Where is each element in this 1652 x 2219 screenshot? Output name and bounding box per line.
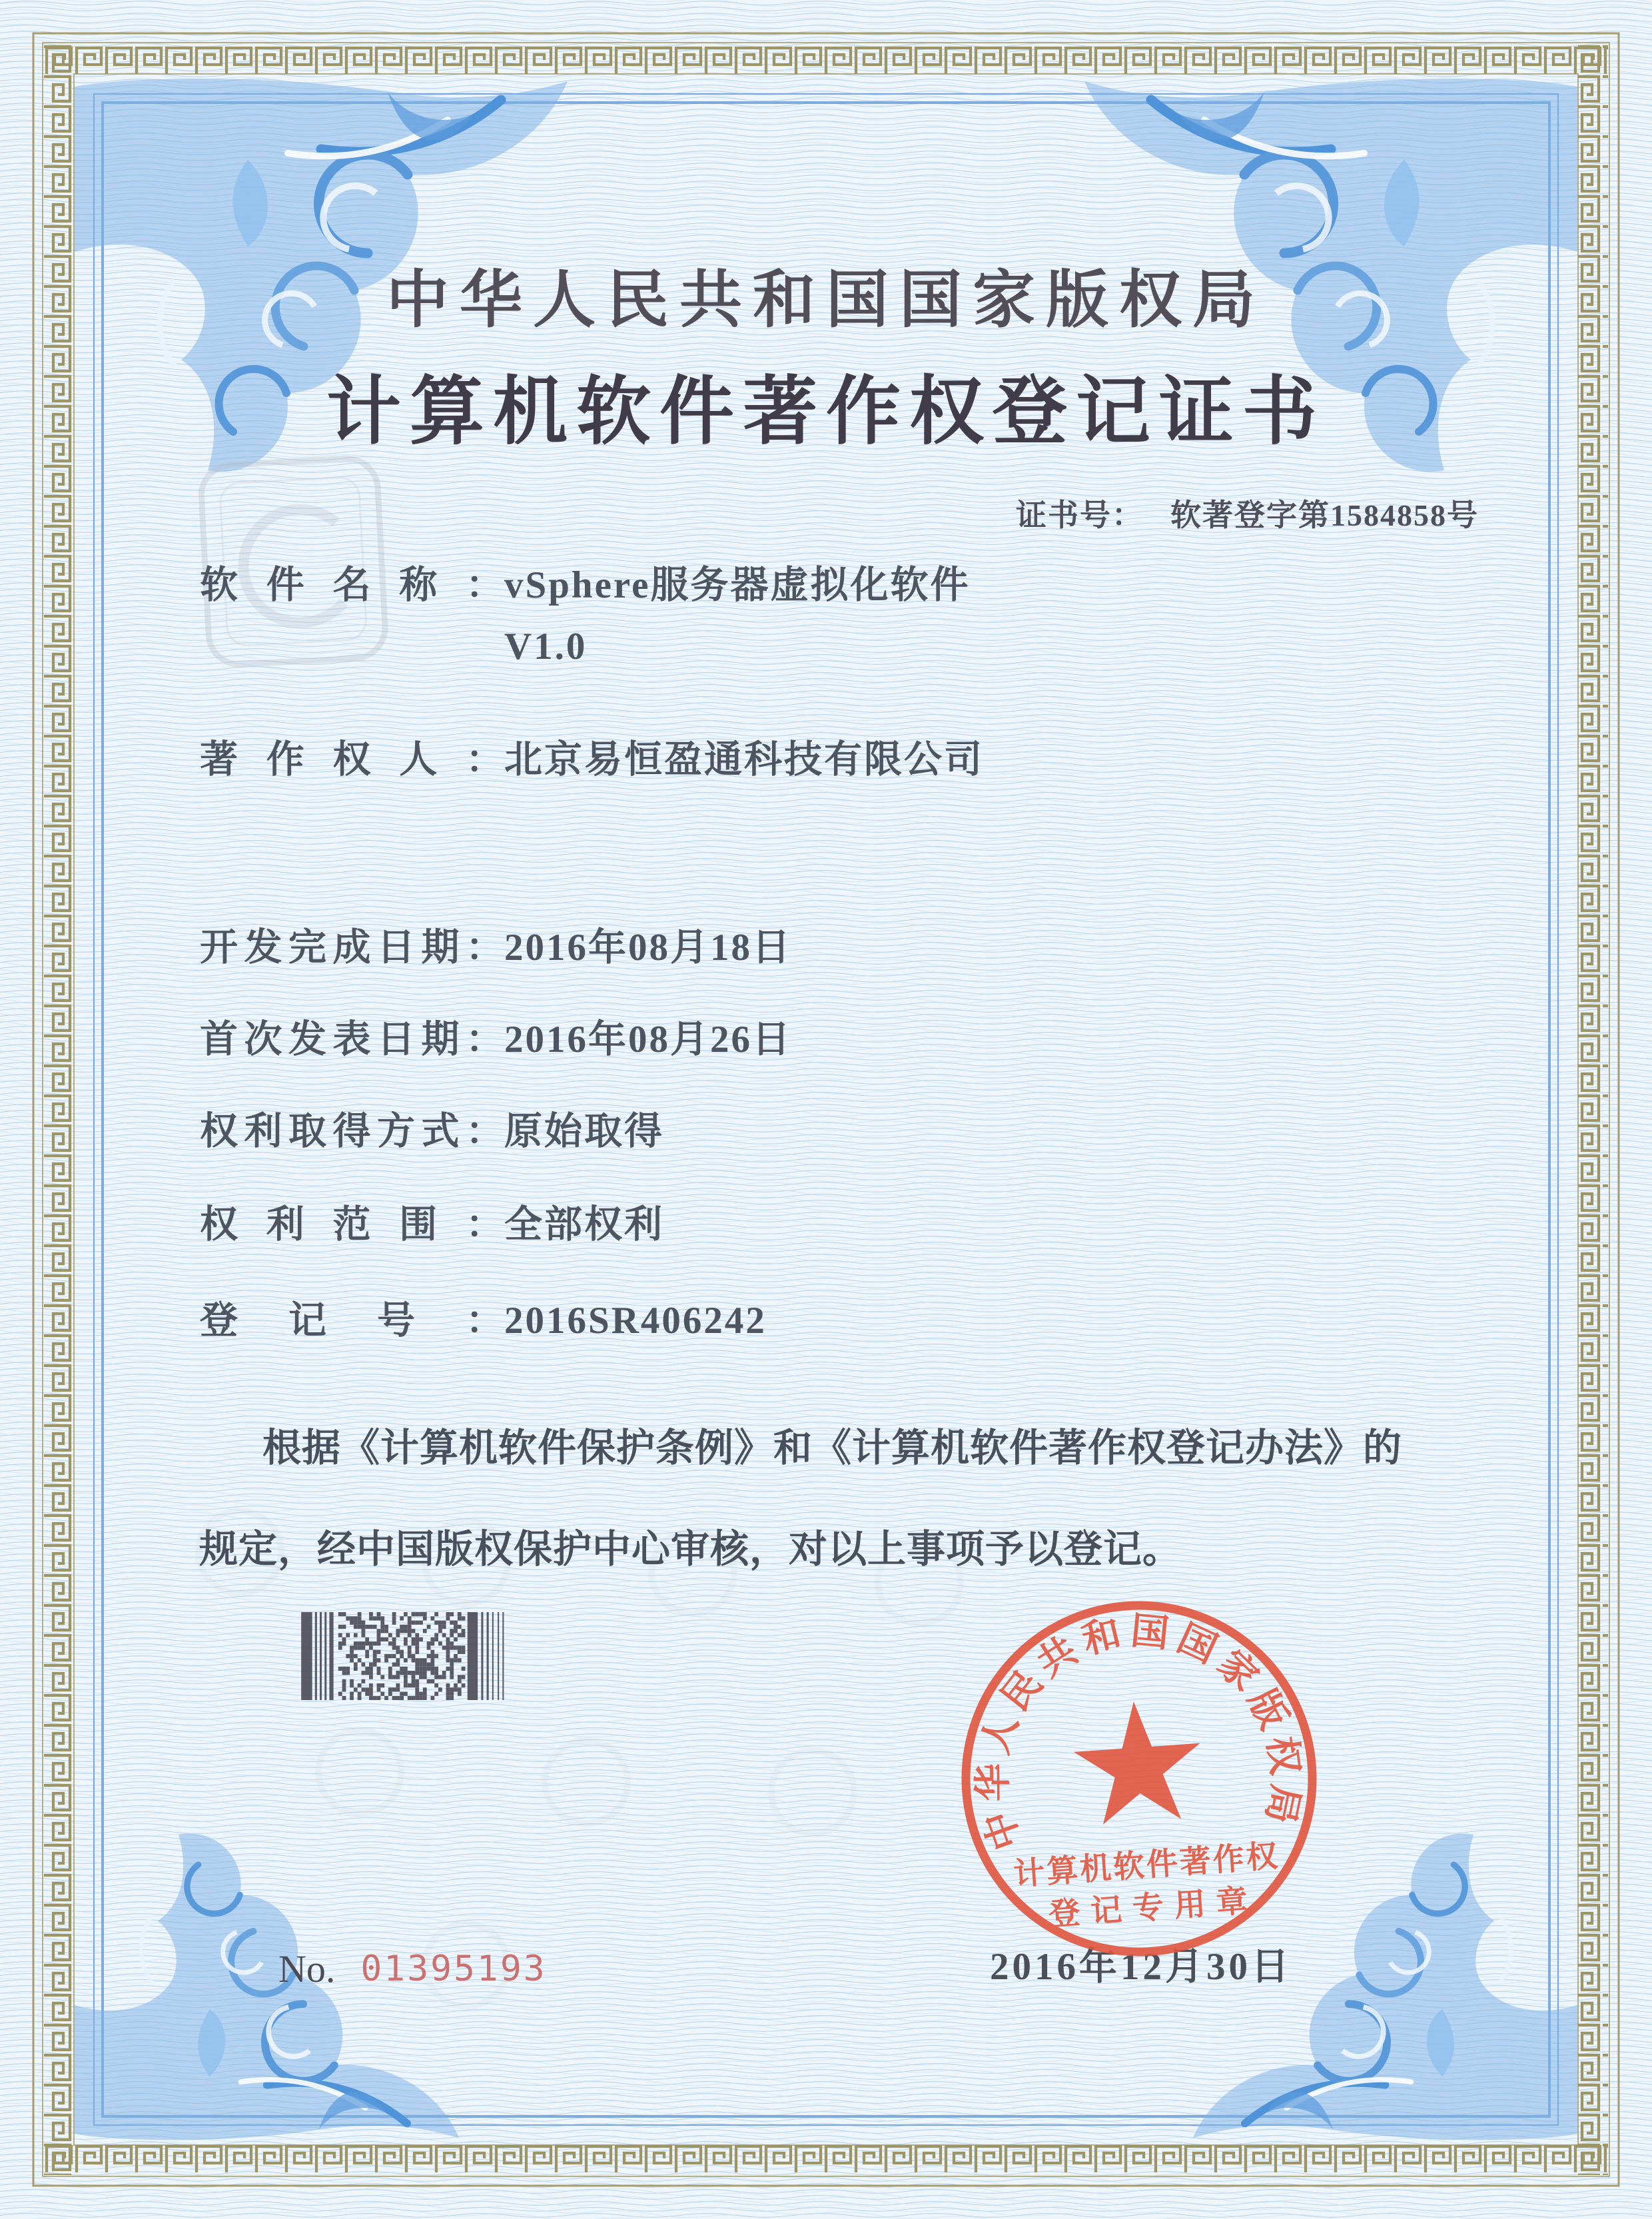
seal-text-line-1: 计算机软件著作权 <box>1012 1839 1281 1893</box>
statement-line-1: 根据《计算机软件保护条例》和《计算机软件著作权登记办法》的 <box>262 1426 1403 1470</box>
seal-ring-text: 中华人民共和国国家版权局 <box>972 1609 1308 1855</box>
field-label-development-completion-date: 开发完成日期： <box>200 927 504 969</box>
authority-title: 中华人民共和国国家版权局 <box>386 266 1266 335</box>
field-label-rights-scope: 权利范围： <box>200 1204 504 1246</box>
field-value-software-name: vSphere服务器虚拟化软件 <box>504 564 971 606</box>
serial-number <box>278 1947 547 1991</box>
field-label-software-name: 软件名称： <box>200 564 504 606</box>
certificate-number-label: 证书号： <box>1016 498 1144 532</box>
pdf417-barcode <box>301 1612 514 1700</box>
field-value-copyright-owner: 北京易恒盈通科技有限公司 <box>504 739 984 781</box>
statement-line-2: 规定，经中国版权保护中心审核，对以上事项予以登记。 <box>199 1528 1182 1571</box>
field-value-rights-acquisition-method: 原始取得 <box>504 1110 664 1152</box>
field-value-registration-number: 2016SR406242 <box>504 1300 767 1342</box>
serial-number-label: No. <box>278 1947 336 1991</box>
issue-date: 2016年12月30日 <box>990 1946 1292 1988</box>
certificate-title: 计算机软件著作权登记证书 <box>326 371 1326 454</box>
serial-number-value: 01395193 <box>360 1949 547 1989</box>
field-label-rights-acquisition-method: 权利取得方式： <box>200 1110 504 1152</box>
field-label-first-publication-date: 首次发表日期： <box>200 1019 504 1061</box>
seal-text-line-2: 登记专用章 <box>1047 1883 1260 1933</box>
certificate-number <box>1016 491 1479 535</box>
field-value-software-version: V1.0 <box>504 626 588 667</box>
copyright-office-seal <box>958 1593 1331 1967</box>
field-label-copyright-owner: 著作权人： <box>200 739 504 781</box>
field-value-development-completion-date: 2016年08月18日 <box>504 927 792 969</box>
seal-star-icon <box>1070 1697 1205 1827</box>
field-value-first-publication-date: 2016年08月26日 <box>504 1019 792 1061</box>
certificate-number-value: 软著登字第1584858号 <box>1170 498 1479 532</box>
field-value-rights-scope: 全部权利 <box>504 1204 664 1246</box>
field-label-registration-number: 登记号： <box>200 1300 504 1342</box>
